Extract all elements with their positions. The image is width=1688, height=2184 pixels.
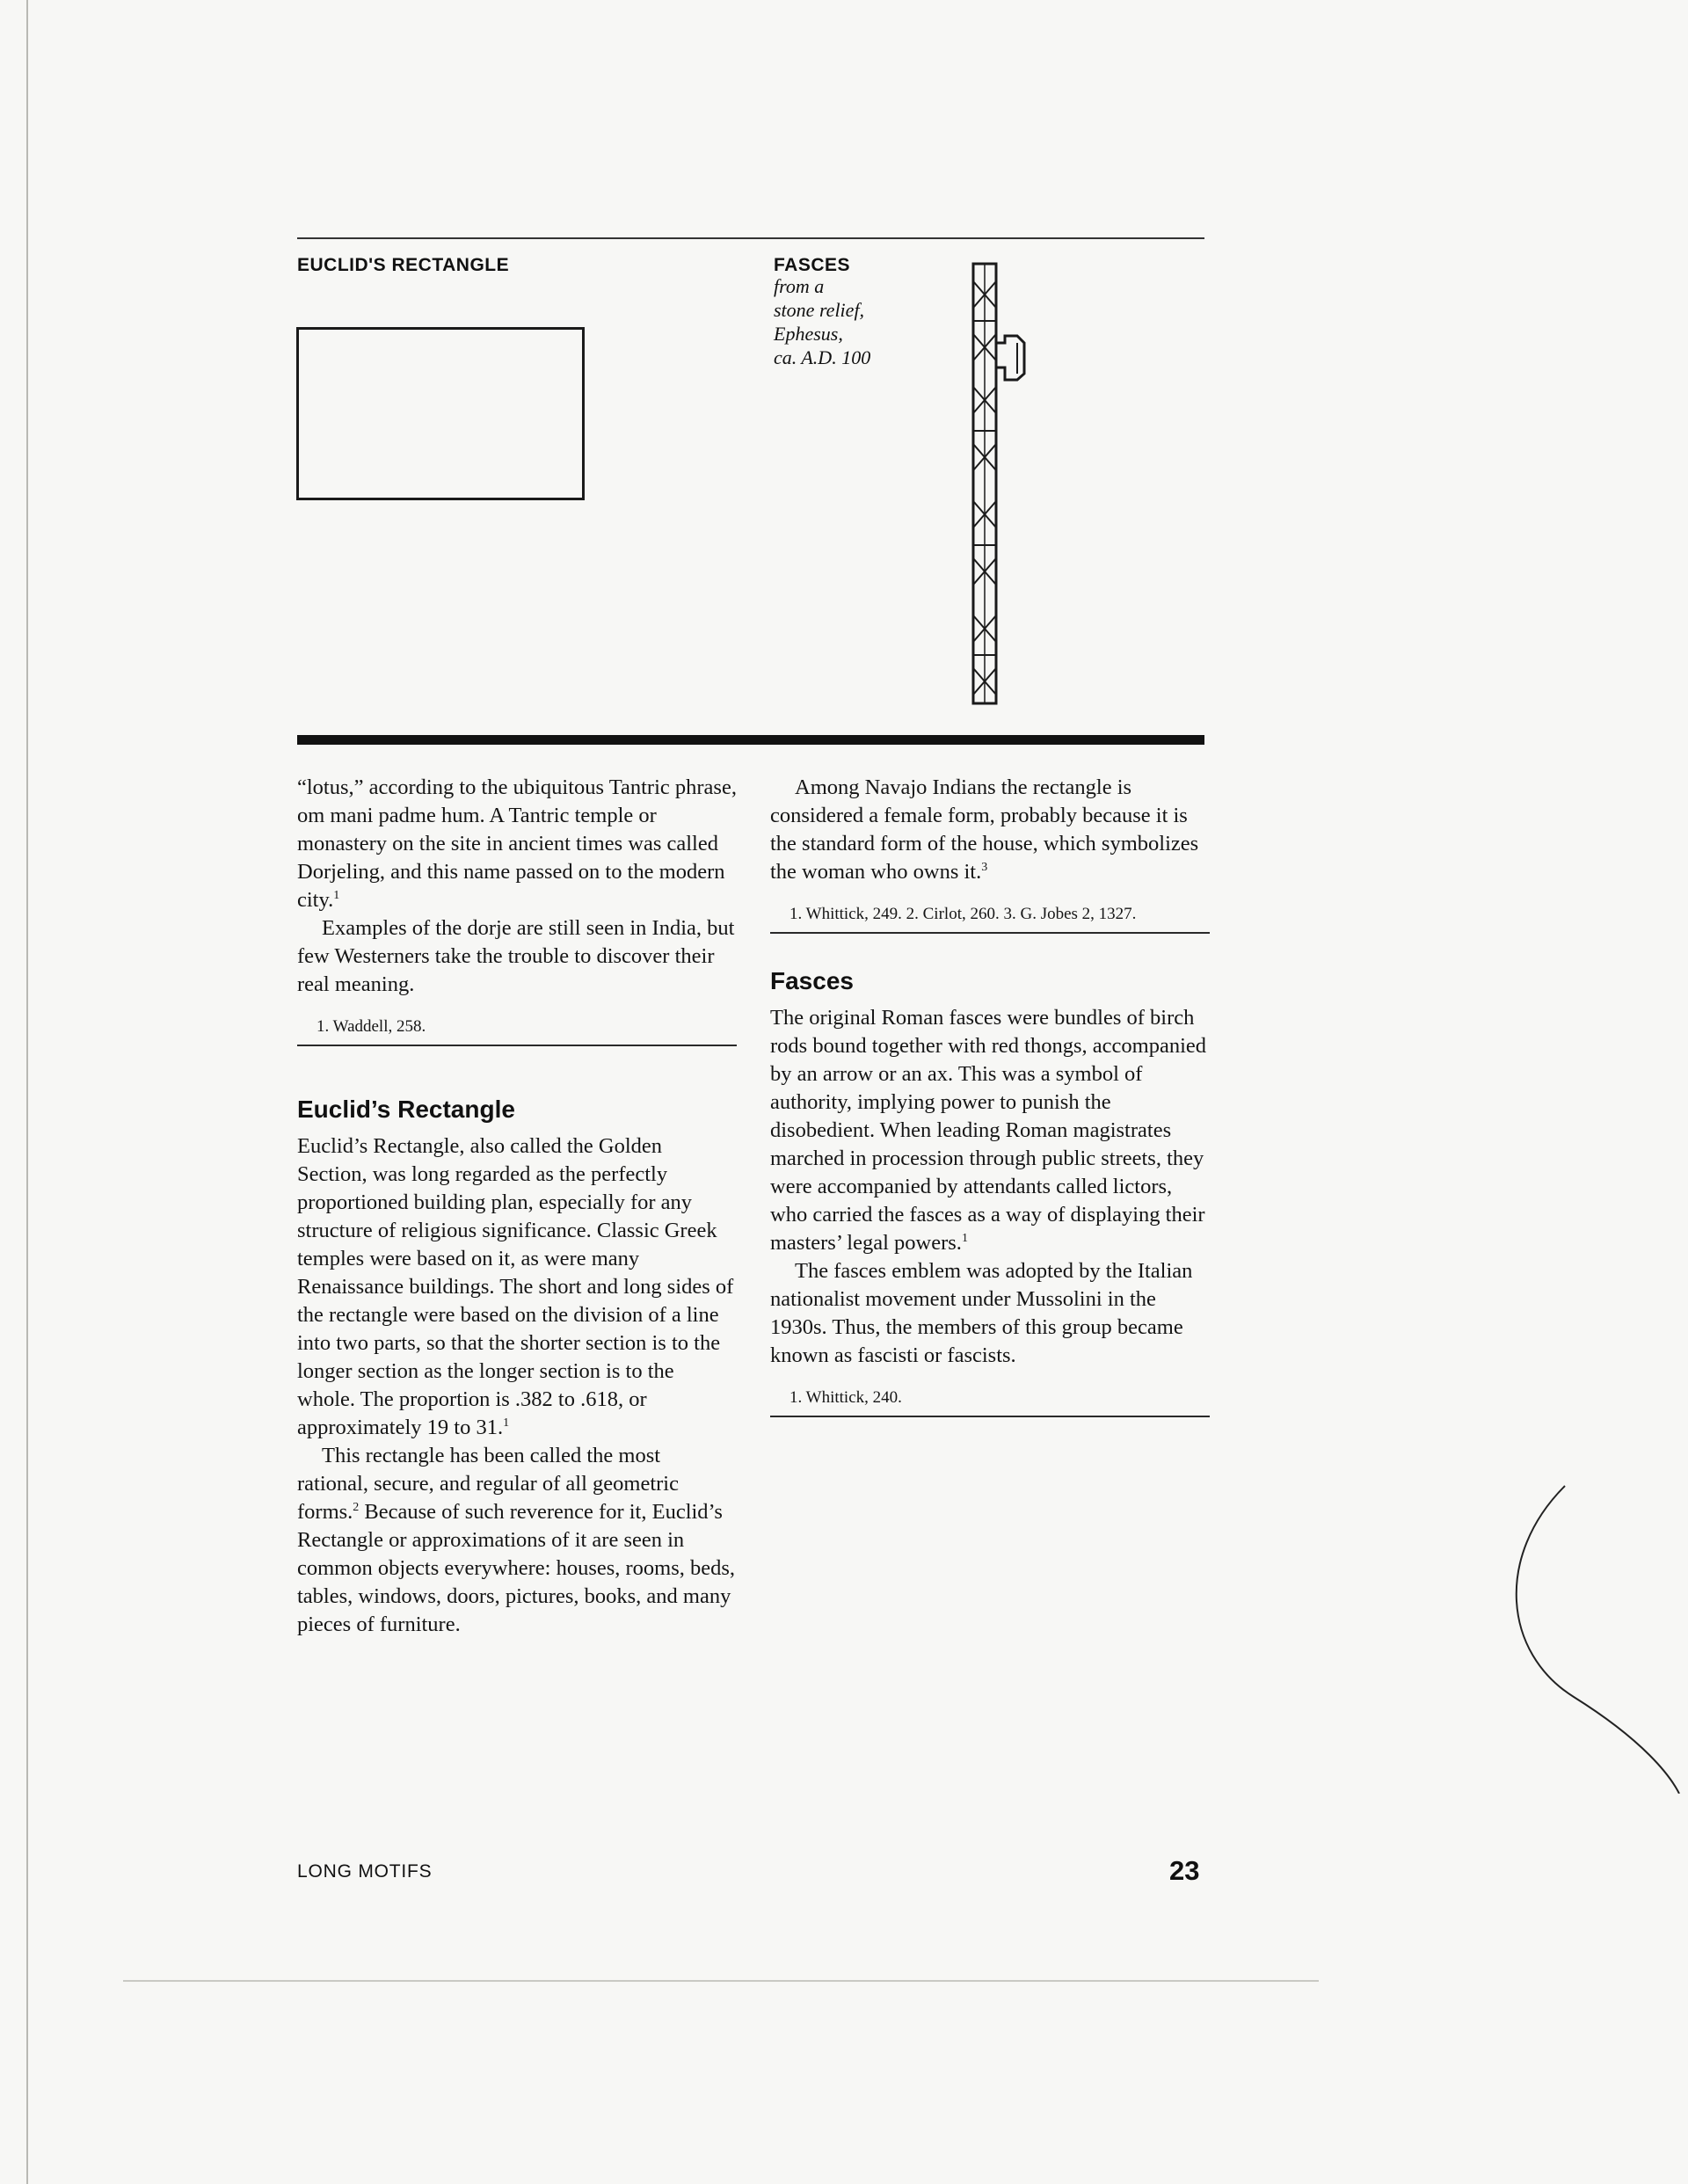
scan-artifact-curve	[1495, 1477, 1688, 1794]
note-ref: 2	[353, 1500, 360, 1514]
footnote-whittick-cirlot-jobes: 1. Whittick, 249. 2. Cirlot, 260. 3. G. Jobes 2, 1327.	[789, 905, 1137, 923]
fasces-figure-caption: FASCES	[774, 255, 851, 275]
footnote-whittick: 1. Whittick, 240.	[789, 1388, 902, 1407]
paragraph-roman-fasces	[770, 1004, 1210, 1257]
right-column	[770, 774, 1210, 1417]
paragraph-roman-fasces-text: The original Roman fasces were bundles of birch rods bound together with red thongs, accompanied by an arrow or an ax. This was a symbol of authority, implying power to punish the disobedient. When leading Roman magistrates marched in procession through public streets, they were accompanied by attendants called lictors, who carried the fasces as a way of displaying their masters’ legal powers.	[770, 1006, 1207, 1255]
paragraph-lotus-text: “lotus,” according to the ubiquitous Tantric phrase, om mani padme hum. A Tantric temple or monastery on the site in ancient times was called Dorjeling, and this name passed on to the modern city.	[297, 775, 737, 912]
note-ref: 1	[333, 888, 340, 902]
fasces-illustration	[954, 255, 1033, 712]
paragraph-rational-form-text: This rectangle has been called the most rational, secure, and regular of all geometric forms.	[297, 1444, 679, 1524]
scan-bottom-edge	[123, 1980, 1319, 1982]
paragraph-dorje: Examples of the dorje are still seen in India, but few Westerners take the trouble to discover their real meaning.	[297, 916, 735, 996]
note-ref: 1	[503, 1416, 510, 1430]
heading-euclids-rectangle: Euclid’s Rectangle	[297, 1096, 515, 1123]
note-ref: 3	[981, 860, 988, 874]
paragraph-lotus	[297, 774, 737, 914]
fasces-figure-credit: from a stone relief, Ephesus, ca. A.D. 100	[774, 275, 871, 368]
note-ref: 1	[961, 1231, 968, 1245]
paragraph-fascisti: The fasces emblem was adopted by the Italian nationalist movement under Mussolini in the 1930s. Thus, the members of this group became known as fascisti or fascists.	[770, 1259, 1193, 1367]
footnote-waddell: 1. Waddell, 258.	[316, 1017, 426, 1036]
euclid-figure-caption: EUCLID'S RECTANGLE	[297, 255, 510, 275]
footnote-rule	[770, 1416, 1210, 1417]
paragraph-navajo-text: Among Navajo Indians the rectangle is considered a female form, probably because it is the standard form of the house, which symbolizes the woman who owns it.	[770, 775, 1199, 884]
paragraph-rational-form	[297, 1442, 737, 1639]
paragraph-golden-section-text: Euclid’s Rectangle, also called the Golden Section, was long regarded as the perfectly proportioned building plan, especially for any structure of religious significance. Classic Greek temples were based on it, as were many Renaissance buildings. The short and long sides of the rectangle were based on the division of a line into two parts, so that the shorter section is to the longer section as the longer section is to the whole. The proportion is .382 to .618, or approximately 19 to 31.	[297, 1134, 734, 1439]
heading-fasces: Fasces	[770, 967, 854, 994]
footnote-rule	[297, 1045, 737, 1046]
paragraph-navajo	[770, 774, 1210, 886]
heavy-rule	[297, 735, 1204, 745]
scan-page-edge	[26, 0, 28, 2184]
running-footer: LONG MOTIFS	[297, 1861, 433, 1882]
top-rule	[297, 237, 1204, 239]
page-number: 23	[1169, 1855, 1200, 1886]
footnote-rule	[770, 932, 1210, 934]
euclid-rectangle-figure	[296, 327, 585, 500]
paragraph-rational-form-rest: Because of such reverence for it, Euclid’s Rectangle or approximations of it are seen in common objects everywhere: houses, rooms, beds, tables, windows, doors, pictures, books, and many pieces of furniture.	[297, 1500, 736, 1636]
left-column	[297, 774, 737, 1639]
paragraph-golden-section	[297, 1132, 737, 1442]
